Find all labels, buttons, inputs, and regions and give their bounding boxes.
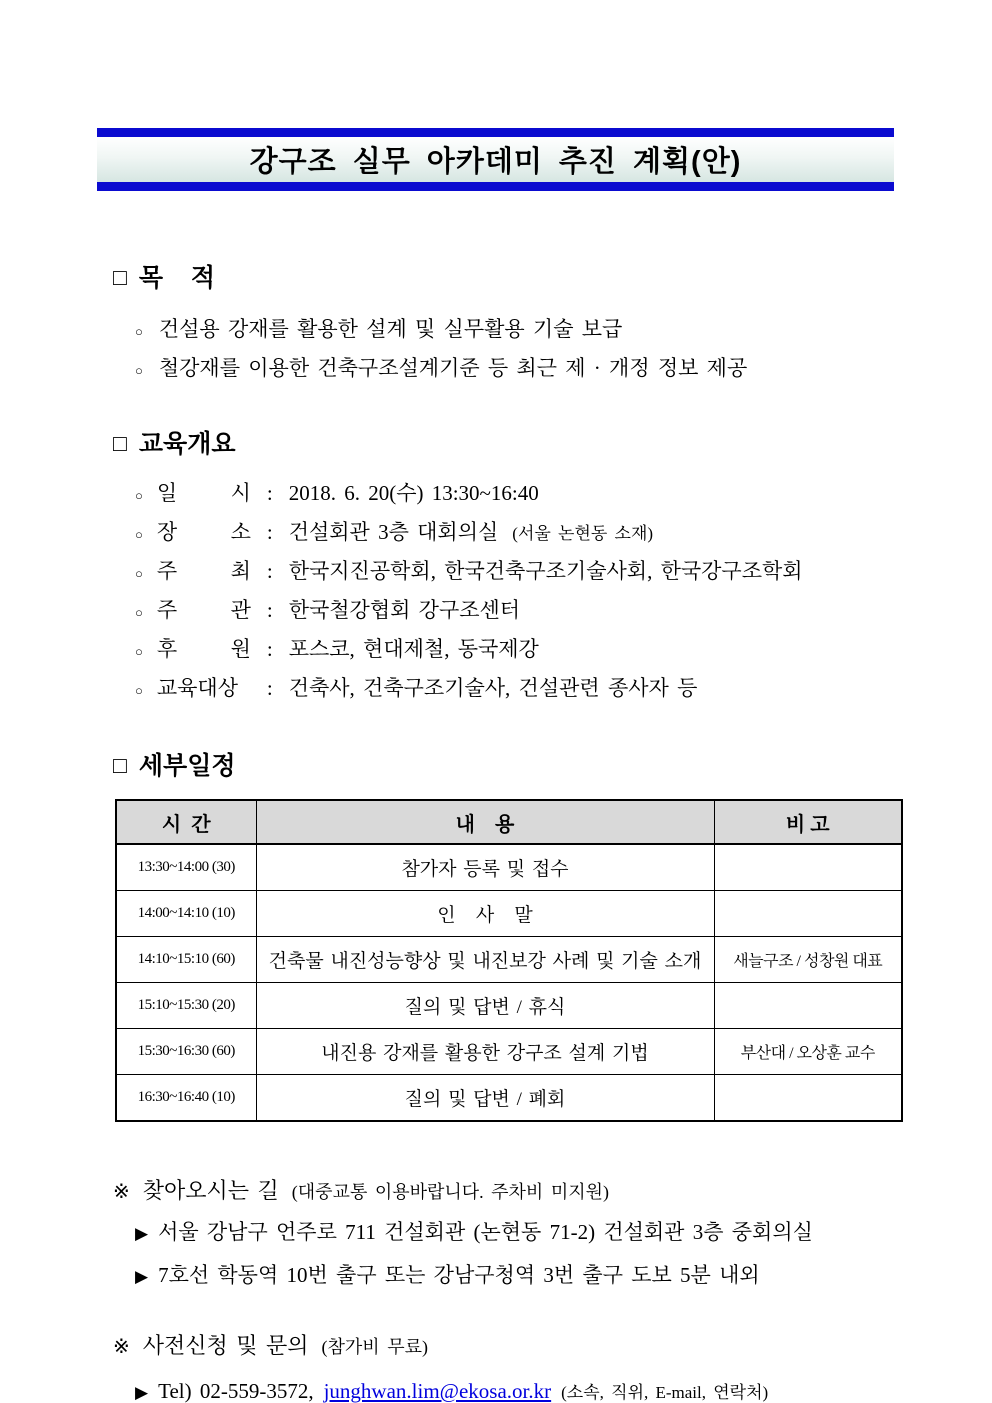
overview-heading-row [113, 429, 902, 459]
note-cell [714, 983, 902, 1029]
circle-bullet-icon: ○ [135, 605, 143, 620]
list-item [135, 311, 902, 350]
directions-item-text: 7호선 학동역 10번 출구 또는 강남구청역 3번 출구 도보 5분 내외 [158, 1263, 760, 1287]
circle-bullet-icon: ○ [135, 566, 143, 581]
content-cell: 참가자 등록 및 접수 [256, 844, 714, 891]
directions-heading-note: (대중교통 이용바랍니다. 주차비 미지원) [291, 1182, 609, 1202]
list-item [135, 514, 902, 553]
overview-label: 주 관 [156, 598, 251, 622]
list-item [135, 350, 902, 389]
square-bullet-icon: □ [113, 264, 127, 290]
content-cell: 내진용 강재를 활용한 강구조 설계 기법 [256, 1029, 714, 1075]
colon: : [266, 637, 273, 661]
table-row [116, 1075, 902, 1122]
content-cell: 질의 및 답변 / 폐회 [256, 1075, 714, 1122]
circle-bullet-icon: ○ [135, 683, 143, 698]
phone-number: Tel) 02-559-3572, [158, 1379, 314, 1403]
overview-value: 한국철강협회 강구조센터 [288, 598, 521, 622]
content-cell: 인 사 말 [256, 891, 714, 937]
overview-label: 교육대상 [156, 676, 239, 700]
overview-value-note: (서울 논현동 소재) [512, 524, 654, 543]
colon: : [266, 481, 273, 505]
circle-bullet-icon: ○ [135, 488, 143, 503]
overview-value: 건축사, 건축구조기술사, 건설관련 종사자 등 [288, 676, 698, 700]
purpose-list [135, 311, 902, 389]
overview-label: 주 최 [156, 559, 251, 583]
contact-heading: 사전신청 및 문의 [142, 1333, 309, 1358]
overview-heading: 교육개요 [138, 430, 236, 458]
contact-heading-note: (참가비 무료) [321, 1337, 428, 1357]
list-item [135, 1259, 912, 1293]
colon: : [266, 559, 273, 583]
time-cell: 14:10~15:10 (60) [116, 937, 256, 983]
schedule-heading-row [113, 751, 902, 781]
title-banner [97, 128, 894, 191]
list-item [135, 475, 902, 514]
square-bullet-icon: □ [113, 752, 127, 778]
colon: : [266, 676, 273, 700]
list-item [135, 553, 902, 592]
overview-label: 장 소 [156, 520, 251, 544]
purpose-item-text: 건설용 강재를 활용한 설계 및 실무활용 기술 보급 [158, 317, 623, 341]
list-item [135, 670, 902, 709]
schedule-heading: 세부일정 [138, 752, 236, 780]
time-cell: 14:00~14:10 (10) [116, 891, 256, 937]
circle-bullet-icon: ○ [135, 527, 143, 542]
purpose-item-text: 철강재를 이용한 건축구조설계기준 등 최근 제 · 개정 정보 제공 [158, 356, 748, 380]
contact-heading-row [113, 1331, 912, 1362]
note-cell [714, 891, 902, 937]
table-row [116, 983, 902, 1029]
colon: : [266, 598, 273, 622]
directions-heading-row [113, 1176, 912, 1207]
contact-line [135, 1375, 912, 1403]
contact-note: (소속, 직위, E-mail, 연락처) [561, 1383, 769, 1402]
time-cell: 15:30~16:30 (60) [116, 1029, 256, 1075]
square-bullet-icon: □ [113, 430, 127, 456]
directions-heading: 찾아오시는 길 [142, 1178, 279, 1203]
overview-label: 후 원 [156, 637, 251, 661]
table-row [116, 844, 902, 891]
content-cell: 건축물 내진성능향상 및 내진보강 사례 및 기술 소개 [256, 937, 714, 983]
note-cell [714, 1075, 902, 1122]
section-schedule [113, 751, 902, 1122]
reference-mark-icon: ※ [113, 1181, 130, 1203]
overview-value: 건설회관 3층 대회의실 [288, 520, 499, 544]
content-cell: 질의 및 답변 / 휴식 [256, 983, 714, 1029]
table-row [116, 937, 902, 983]
note-cell [714, 844, 902, 891]
section-contact [113, 1331, 912, 1403]
overview-list [135, 475, 902, 709]
time-cell: 13:30~14:00 (30) [116, 844, 256, 891]
section-purpose [113, 263, 902, 389]
schedule-table [115, 799, 903, 1122]
list-item [135, 592, 902, 631]
time-cell: 16:30~16:40 (10) [116, 1075, 256, 1122]
overview-label: 일 시 [156, 481, 251, 505]
list-item [135, 631, 902, 670]
arrow-bullet-icon: ▶ [135, 1224, 149, 1243]
section-directions [113, 1176, 912, 1293]
column-header-time: 시 간 [116, 800, 256, 844]
time-cell: 15:10~15:30 (20) [116, 983, 256, 1029]
note-cell: 새늘구조 / 성창원 대표 [714, 937, 902, 983]
table-row [116, 1029, 902, 1075]
overview-value: 2018. 6. 20(수) 13:30~16:40 [288, 481, 539, 505]
circle-bullet-icon: ○ [135, 363, 143, 378]
purpose-heading-row [113, 263, 902, 293]
table-row [116, 891, 902, 937]
note-cell: 부산대 / 오상훈 교수 [714, 1029, 902, 1075]
reference-mark-icon: ※ [113, 1336, 130, 1358]
page-title: 강구조 실무 아카데미 추진 계획(안) [249, 146, 742, 178]
section-overview [113, 429, 902, 709]
column-header-note: 비 고 [714, 800, 902, 844]
directions-item-text: 서울 강남구 언주로 711 건설회관 (논현동 71-2) 건설회관 3층 중회의실 [158, 1220, 813, 1244]
overview-value: 포스코, 현대제철, 동국제강 [288, 637, 539, 661]
arrow-bullet-icon: ▶ [135, 1267, 149, 1286]
circle-bullet-icon: ○ [135, 324, 143, 339]
purpose-heading: 목 적 [138, 264, 215, 292]
table-header-row [116, 800, 902, 844]
circle-bullet-icon: ○ [135, 644, 143, 659]
overview-value: 한국지진공학회, 한국건축구조기술사회, 한국강구조학회 [288, 559, 803, 583]
list-item [135, 1216, 912, 1250]
arrow-bullet-icon: ▶ [135, 1383, 149, 1402]
column-header-content: 내 용 [256, 800, 714, 844]
email-link[interactable]: junghwan.lim@ekosa.or.kr [323, 1379, 552, 1403]
colon: : [266, 520, 273, 544]
